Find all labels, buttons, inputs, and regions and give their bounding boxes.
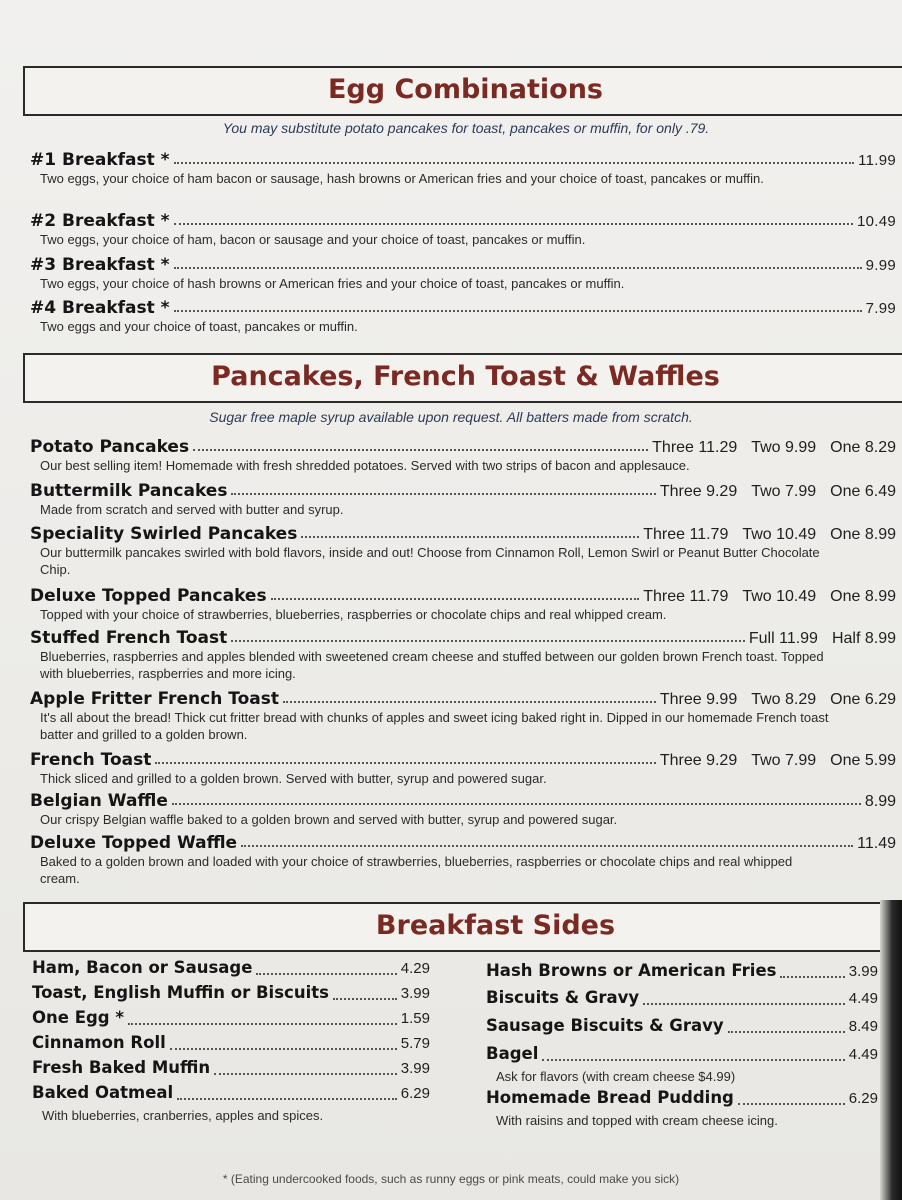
side-item (486, 961, 878, 986)
item-name: #4 Breakfast * (30, 298, 170, 318)
side-item-price: 4.49 (848, 1046, 878, 1063)
item-name: French Toast (30, 750, 152, 770)
price-one: One 8.29 (830, 439, 896, 456)
item-price: 10.49 (856, 213, 896, 230)
leader-dots (643, 1003, 845, 1005)
item-prices (857, 835, 896, 853)
side-item-name: Fresh Baked Muffin (32, 1058, 211, 1077)
side-item-name: Hash Browns or American Fries (486, 961, 777, 980)
leader-dots (728, 1031, 845, 1033)
price-one: One 8.99 (830, 526, 896, 543)
menu-item-buttermilk-pancakes (30, 481, 896, 518)
side-item (486, 1088, 878, 1113)
item-name: Belgian Waffle (30, 791, 168, 811)
menu-item-swirled-pancakes (30, 524, 896, 578)
leader-dots (301, 536, 639, 538)
price-one: One 6.49 (830, 483, 896, 500)
price-two: Two 10.49 (742, 526, 817, 543)
side-item-price: 3.99 (400, 985, 430, 1002)
pancakes-section-note: Sugar free maple syrup available upon request. All batters made from scratch. (209, 409, 693, 425)
egg-section-header (23, 66, 902, 116)
menu-item-belgian-waffle (30, 791, 896, 828)
sides-section-title: Breakfast Sides (375, 910, 616, 941)
item-description: It's all about the bread! Thick cut fritter bread with chunks of apples and sweet icing baked right in. Dipped in our homemade French toast batter and grilled to a golden brown. (40, 710, 829, 742)
price-one: One 8.99 (830, 588, 896, 605)
menu-item-potato-pancakes (30, 437, 896, 474)
leader-dots (231, 493, 655, 495)
side-item (486, 1044, 878, 1069)
item-prices (660, 752, 896, 770)
sides-section-header (23, 902, 902, 952)
item-name: #1 Breakfast * (30, 150, 170, 170)
item-description: Baked to a golden brown and loaded with your choice of strawberries, blueberries, raspberries or chocolate chips and real whipped cream. (40, 854, 793, 886)
item-name: #2 Breakfast * (30, 211, 170, 231)
item-description: Two eggs, your choice of hash browns or American fries and your choice of toast, pancakes or muffin. (40, 276, 625, 291)
item-prices (652, 439, 896, 457)
leader-dots (542, 1059, 844, 1061)
menu-item-breakfast-2 (30, 211, 896, 248)
side-item-description: With blueberries, cranberries, apples and spices. (42, 1108, 324, 1123)
side-item-price: 3.99 (400, 1060, 430, 1077)
item-prices (643, 588, 896, 606)
item-description: Topped with your choice of strawberries, blueberries, raspberries or chocolate chips and real whipped cream. (40, 607, 667, 622)
item-price: 9.99 (865, 257, 896, 274)
price-half: Half 8.99 (831, 630, 896, 647)
side-item-price: 6.29 (400, 1085, 430, 1102)
side-item-name: One Egg * (32, 1008, 124, 1027)
menu-item-stuffed-french-toast (30, 628, 896, 682)
price-three: Three 9.29 (659, 483, 738, 500)
side-item-name: Homemade Bread Pudding (486, 1088, 734, 1107)
item-name: Apple Fritter French Toast (30, 689, 279, 709)
price-one: One 6.29 (830, 691, 896, 708)
item-description: Thick sliced and grilled to a golden brown. Served with butter, syrup and powered sugar. (40, 771, 547, 786)
menu-item-breakfast-4 (30, 298, 896, 335)
item-name: Speciality Swirled Pancakes (30, 524, 298, 544)
price-three: Three 11.79 (643, 588, 729, 605)
price-single: 8.99 (864, 793, 896, 810)
side-item-price: 4.49 (848, 990, 878, 1007)
side-item-name: Toast, English Muffin or Biscuits (32, 983, 329, 1002)
item-prices (660, 483, 896, 501)
side-item-name: Baked Oatmeal (32, 1083, 174, 1102)
side-item (32, 958, 430, 983)
item-description: Two eggs, your choice of ham, bacon or sausage and your choice of toast, pancakes or muffin. (40, 232, 586, 247)
item-price: 11.99 (858, 152, 896, 169)
item-name: Deluxe Topped Pancakes (30, 586, 267, 606)
price-three: Three 11.29 (652, 439, 738, 456)
side-item (486, 1016, 878, 1041)
side-item-price: 3.99 (848, 963, 878, 980)
sides-left-column (32, 958, 430, 1124)
leader-dots (256, 973, 396, 975)
footer-disclaimer: * (Eating undercooked foods, such as runny eggs or pink meats, could make you sick) (222, 1172, 680, 1186)
price-one: One 5.99 (830, 752, 896, 769)
item-name: Buttermilk Pancakes (30, 481, 228, 501)
side-item (486, 988, 878, 1013)
item-price: 7.99 (865, 300, 896, 317)
leader-dots (155, 762, 655, 764)
price-two: Two 7.99 (751, 752, 817, 769)
item-prices (660, 691, 896, 709)
side-item (32, 1008, 430, 1033)
item-description: Blueberries, raspberries and apples blended with sweetened cream cheese and stuffed between our golden brown French toast. Topped with blueberries, raspberries and more icing. (40, 649, 824, 681)
leader-dots (241, 845, 853, 847)
menu-item-deluxe-topped-waffle (30, 833, 896, 887)
side-item-price: 5.79 (400, 1035, 430, 1052)
menu-item-french-toast (30, 750, 896, 787)
price-two: Two 8.29 (751, 691, 817, 708)
leader-dots (170, 1048, 397, 1050)
pancakes-section-header (23, 353, 902, 403)
leader-dots (174, 310, 862, 312)
side-item-price: 1.59 (400, 1010, 430, 1027)
leader-dots (780, 976, 844, 978)
price-two: Two 10.49 (742, 588, 817, 605)
item-description: Our best selling item! Homemade with fresh shredded potatoes. Served with two strips of bacon and applesauce. (40, 458, 690, 473)
leader-dots (174, 223, 853, 225)
leader-dots (738, 1103, 845, 1105)
price-three: Three 9.99 (659, 691, 738, 708)
item-name: Deluxe Topped Waffle (30, 833, 238, 853)
side-item (32, 1058, 430, 1083)
side-item-price: 8.49 (848, 1018, 878, 1035)
item-description: Made from scratch and served with butter and syrup. (40, 502, 344, 517)
item-prices (865, 793, 896, 811)
leader-dots (174, 162, 855, 164)
item-description: Two eggs, your choice of ham bacon or sausage, hash browns or American fries and your choice of toast, pancakes or muffin. (40, 171, 764, 186)
side-item-price: 6.29 (848, 1090, 878, 1107)
menu-item-breakfast-3 (30, 255, 896, 292)
sides-right-column (486, 961, 878, 1129)
side-item-name: Sausage Biscuits & Gravy (486, 1016, 724, 1035)
leader-dots (128, 1023, 397, 1025)
item-description: Two eggs and your choice of toast, pancakes or muffin. (40, 319, 358, 334)
leader-dots (214, 1073, 397, 1075)
pancakes-section-title: Pancakes, French Toast & Waffles (211, 361, 720, 392)
price-three: Three 11.79 (643, 526, 729, 543)
side-item-name: Biscuits & Gravy (486, 988, 640, 1007)
egg-section-note: You may substitute potato pancakes for toast, pancakes or muffin, for only .79. (222, 120, 710, 136)
leader-dots (172, 803, 861, 805)
menu-item-breakfast-1 (30, 150, 896, 187)
price-three: Three 9.29 (659, 752, 738, 769)
leader-dots (333, 998, 397, 1000)
side-item-name: Ham, Bacon or Sausage (32, 958, 253, 977)
leader-dots (271, 598, 640, 600)
side-item (32, 1033, 430, 1058)
leader-dots (177, 1098, 397, 1100)
price-full: Full 11.99 (748, 630, 818, 647)
leader-dots (283, 701, 656, 703)
item-name: Stuffed French Toast (30, 628, 228, 648)
item-name: #3 Breakfast * (30, 255, 170, 275)
leader-dots (231, 640, 745, 642)
side-item-description: With raisins and topped with cream cheese icing. (496, 1113, 778, 1128)
side-item-name: Bagel (486, 1044, 539, 1063)
leader-dots (193, 449, 648, 451)
side-item-description: Ask for flavors (with cream cheese $4.99) (496, 1069, 736, 1084)
item-description: Our crispy Belgian waffle baked to a golden brown and served with butter, syrup and powered sugar. (40, 812, 618, 827)
item-description: Our buttermilk pancakes swirled with bold flavors, inside and out! Choose from Cinnamon Roll, Lemon Swirl or Peanut Butter Chocolate Chip. (40, 545, 820, 577)
item-name: Potato Pancakes (30, 437, 190, 457)
menu-item-apple-fritter-french-toast (30, 689, 896, 743)
side-item-price: 4.29 (400, 960, 430, 977)
side-item (32, 1083, 430, 1108)
leader-dots (174, 267, 862, 269)
price-two: Two 7.99 (751, 483, 817, 500)
egg-section-title: Egg Combinations (327, 74, 604, 105)
price-two: Two 9.99 (751, 439, 817, 456)
item-prices (643, 526, 896, 544)
side-item-name: Cinnamon Roll (32, 1033, 166, 1052)
side-item (32, 983, 430, 1008)
menu-item-deluxe-topped-pancakes (30, 586, 896, 623)
price-single: 11.49 (857, 835, 896, 852)
page-edge-shadow (880, 900, 902, 1200)
item-prices (749, 630, 896, 648)
